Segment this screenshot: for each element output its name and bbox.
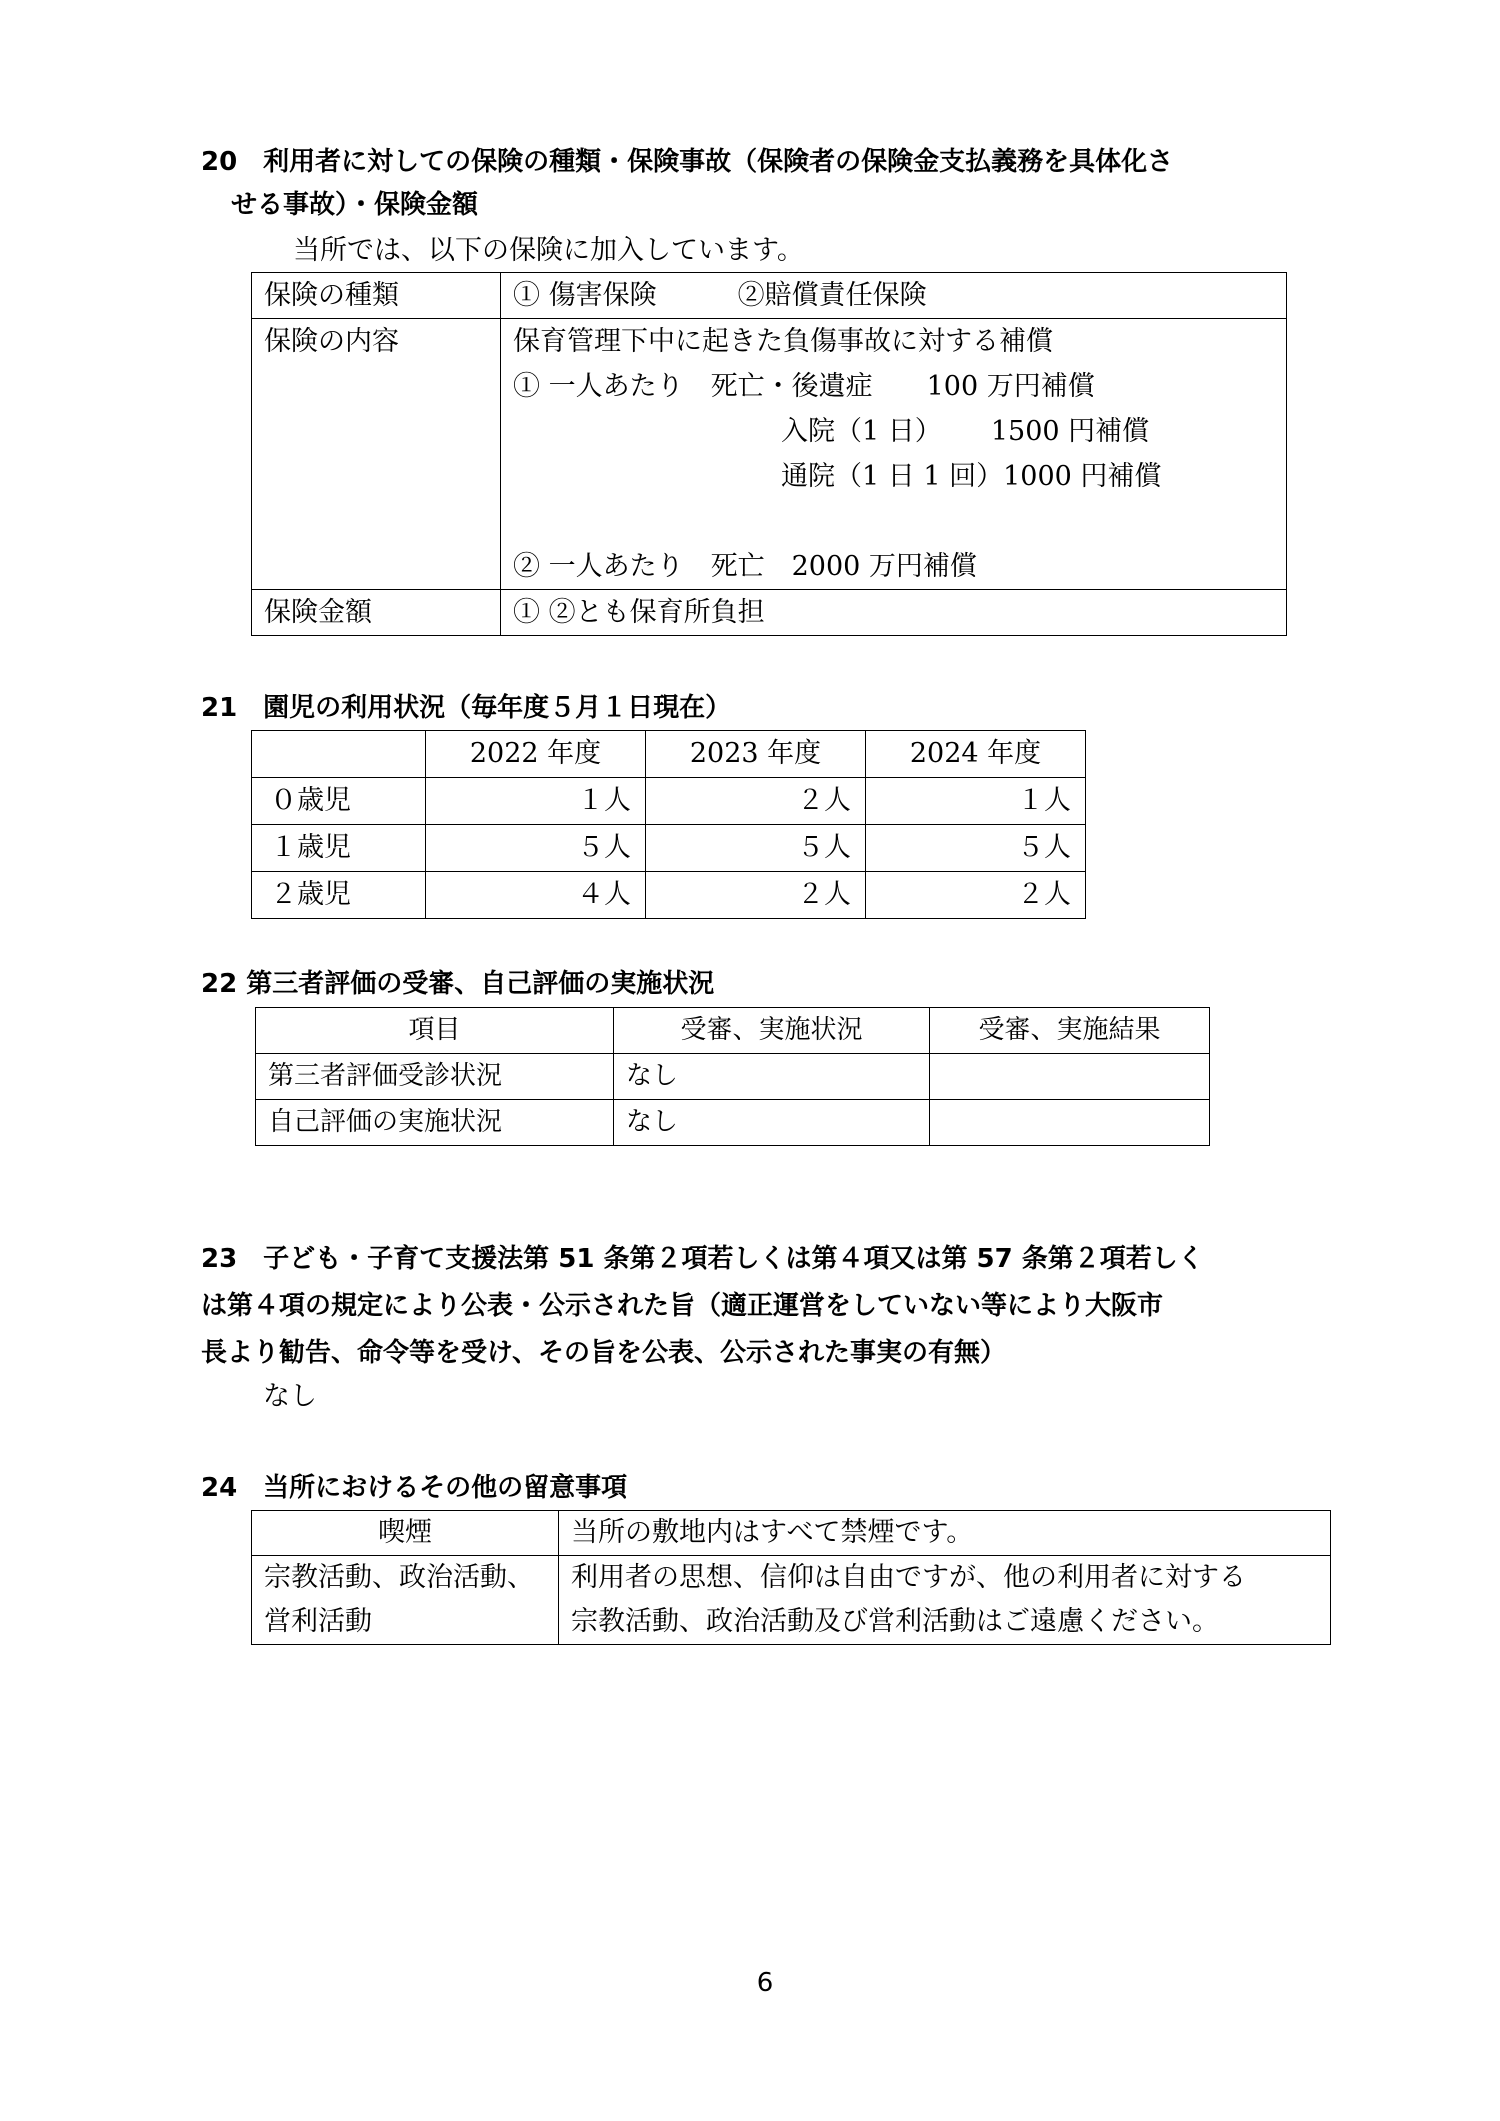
- table-cell: 自己評価の実施状況: [256, 1100, 614, 1146]
- section-22-heading: 22 第三者評価の受審、自己評価の実施状況: [201, 969, 715, 999]
- section-23-heading-line1: 23 子ども・子育て支援法第 51 条第２項若しくは第４項又は第 57 条第２項若しく: [201, 1244, 1204, 1274]
- insurance-type-label: 保険の種類: [252, 273, 501, 319]
- table-cell: 第三者評価受診状況: [256, 1054, 614, 1100]
- table-cell: ２人: [646, 872, 866, 919]
- section-23-answer: なし: [263, 1381, 317, 1412]
- table-cell: １人: [866, 778, 1086, 825]
- row-header: ２歳児: [252, 872, 426, 919]
- evaluation-table: [255, 1007, 1210, 1146]
- insurance-content-value: 保育管理下中に起きた負傷事故に対する補償 ① 一人あたり 死亡・後遺症 100 万円補償 入院（1 日） 1500 円補償 通院（1 日 1 回）1000 円補償 ② 一人あたり 死亡 2000 万円補償: [501, 319, 1287, 590]
- note-value: 利用者の思想、信仰は自由ですが、他の利用者に対する 宗教活動、政治活動及び営利活動はご遠慮ください。: [559, 1556, 1331, 1645]
- section-23-heading-line3: 長より勧告、命令等を受け、その旨を公表、公示された事実の有無）: [201, 1338, 1006, 1368]
- table-header-row: [256, 1008, 1210, 1054]
- table-row: [252, 590, 1287, 636]
- row-header: １歳児: [252, 825, 426, 872]
- notes-table: [251, 1510, 1331, 1645]
- table-cell: なし: [614, 1054, 930, 1100]
- insurance-amount-label: 保険金額: [252, 590, 501, 636]
- column-header: 受審、実施結果: [930, 1008, 1210, 1054]
- table-cell: なし: [614, 1100, 930, 1146]
- table-cell: ５人: [646, 825, 866, 872]
- column-header: 2023 年度: [646, 731, 866, 778]
- section-20-intro: 当所では、以下の保険に加入しています。: [293, 235, 804, 266]
- note-key: 喫煙: [252, 1511, 559, 1556]
- column-header: 2022 年度: [426, 731, 646, 778]
- table-row: [252, 1556, 1331, 1645]
- row-header: ０歳児: [252, 778, 426, 825]
- table-row: [252, 872, 1086, 919]
- table-cell: [930, 1100, 1210, 1146]
- table-cell: １人: [426, 778, 646, 825]
- insurance-table: [251, 272, 1287, 636]
- table-cell: ４人: [426, 872, 646, 919]
- insurance-type-value: ① 傷害保険 ②賠償責任保険: [501, 273, 1287, 319]
- table-cell: ２人: [646, 778, 866, 825]
- section-21-heading: 21 園児の利用状況（毎年度５月１日現在）: [201, 693, 732, 723]
- table-row: [256, 1100, 1210, 1146]
- column-header: [252, 731, 426, 778]
- enrollment-table: [251, 730, 1086, 919]
- table-row: [252, 1511, 1331, 1556]
- table-row: [252, 825, 1086, 872]
- section-23-heading-line2: は第４項の規定により公表・公示された旨（適正運営をしていない等により大阪市: [201, 1291, 1164, 1321]
- page-number: 6: [756, 1968, 774, 1998]
- table-cell: ５人: [426, 825, 646, 872]
- table-header-row: [252, 731, 1086, 778]
- table-cell: [930, 1054, 1210, 1100]
- table-row: [252, 319, 1287, 590]
- column-header: 項目: [256, 1008, 614, 1054]
- section-24-heading: 24 当所におけるその他の留意事項: [201, 1473, 628, 1503]
- table-row: [252, 778, 1086, 825]
- section-20-heading-line2: せる事故）・保険金額: [231, 190, 479, 220]
- table-row: [256, 1054, 1210, 1100]
- insurance-content-label: 保険の内容: [252, 319, 501, 590]
- table-cell: ２人: [866, 872, 1086, 919]
- table-cell: ５人: [866, 825, 1086, 872]
- insurance-amount-value: ① ②とも保育所負担: [501, 590, 1287, 636]
- note-key: 宗教活動、政治活動、 営利活動: [252, 1556, 559, 1645]
- column-header: 受審、実施状況: [614, 1008, 930, 1054]
- column-header: 2024 年度: [866, 731, 1086, 778]
- section-20-heading-line1: 20 利用者に対しての保険の種類・保険事故（保険者の保険金支払義務を具体化さ: [201, 147, 1174, 177]
- table-row: [252, 273, 1287, 319]
- note-value: 当所の敷地内はすべて禁煙です。: [559, 1511, 1331, 1556]
